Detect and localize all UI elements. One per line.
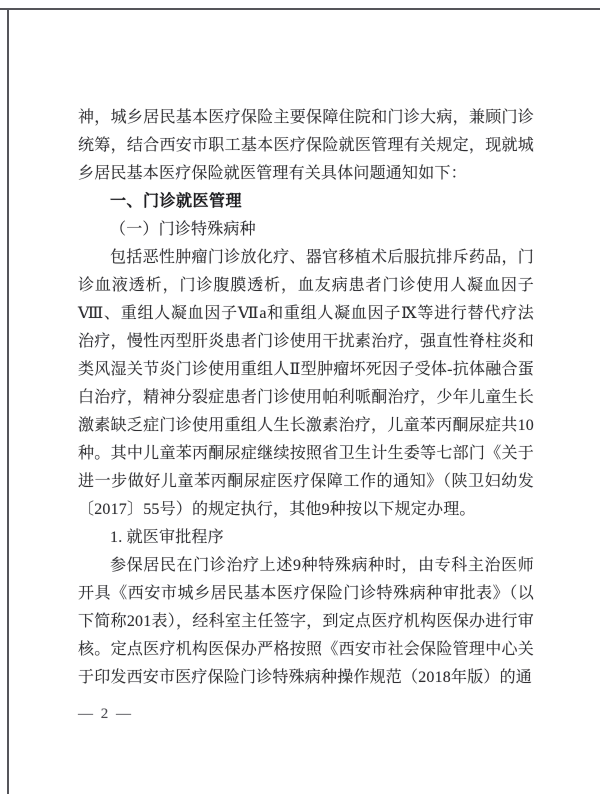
- subheading-approval-procedure: 1. 就医审批程序: [110, 529, 224, 546]
- paragraph-special-diseases: 包括恶性肿瘤门诊放化疗、器官移植术后服抗排斥药品，门诊血液透析，门诊腹膜透析，血友病患者门诊使用人凝血因子Ⅷ、重组人凝血因子Ⅶa和重组人凝血因子Ⅸ等进行替代疗法治疗，慢性丙型肝炎患者门诊使用干扰素治疗，强直性脊柱炎和类风湿关节炎门诊使用重组人Ⅱ型肿瘤坏死因子受体-抗体融合蛋白治疗，精神分裂症患者门诊使用帕利哌酮治疗，少年儿童生长激素缺乏症门诊使用重组人生长激素治疗，儿童苯丙酮尿症共10种。其中儿童苯丙酮尿症继续按照省卫生计生委等七部门《关于进一步做好儿童苯丙酮尿症医疗保障工作的通知》（陕卫妇幼发〔2017〕55号）的规定执行，其他9种按以下规定办理。: [78, 249, 534, 518]
- page-number: — 2 —: [78, 706, 133, 722]
- paragraph-intro-continuation: 神，城乡居民基本医疗保险主要保障住院和门诊大病，兼顾门诊统筹，结合西安市职工基本医疗保险就医管理有关规定，现就城乡居民基本医疗保险就医管理有关具体问题通知如下：: [78, 109, 534, 182]
- subsection-heading-special-diseases: （一）门诊特殊病种: [110, 221, 256, 238]
- section-heading-outpatient-management: 一、门诊就医管理: [110, 193, 243, 210]
- scan-edge-top: [0, 8, 600, 10]
- document-page: [78, 104, 534, 692]
- paragraph-approval-procedure: 参保居民在门诊治疗上述9种特殊病种时，由专科主治医师开具《西安市城乡居民基本医疗保险门诊特殊病种审批表》（以下简称201表），经科室主任签字，到定点医疗机构医保办进行审核。定点医疗机构医保办严格按照《西安市社会保险管理中心关于印发西安市医疗保险门诊特殊病种操作规范（2018年版）的通: [78, 557, 534, 686]
- scan-edge-left: [7, 8, 9, 794]
